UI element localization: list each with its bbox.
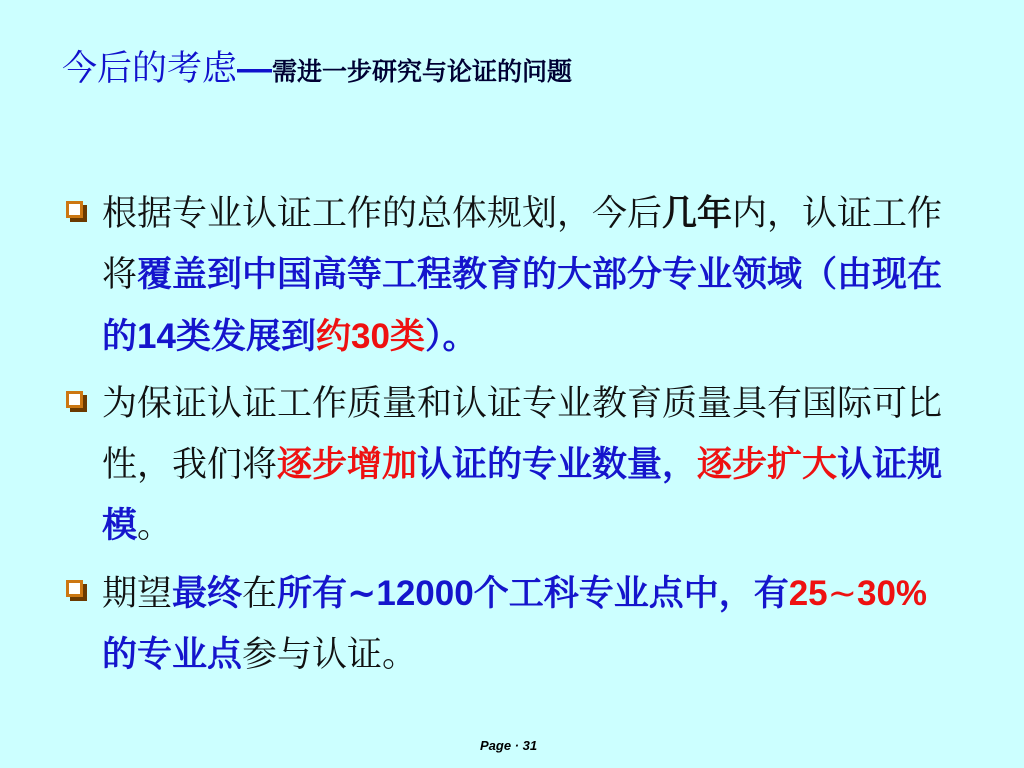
bullet-text: 。 xyxy=(137,506,173,546)
bullet-text: 30 xyxy=(350,317,390,356)
bullet-text: 最终 xyxy=(172,574,243,614)
square-bullet-icon xyxy=(66,580,83,597)
bullet-text: 25 xyxy=(788,574,828,613)
bullet-item-target xyxy=(62,563,962,686)
bullet-item-quality xyxy=(62,374,962,557)
bullet-text: 逐步增加 xyxy=(277,445,418,485)
bullet-text: 的专业点 xyxy=(102,635,243,675)
bullet-text: 14 xyxy=(137,317,176,356)
bullet-text: ）。 xyxy=(424,317,478,357)
bullet-list xyxy=(62,184,962,692)
bullet-text: 为保证认证工作质量和认证专业教育质量具有国际可比性，我们将 xyxy=(102,384,943,485)
bullet-text: 12000 xyxy=(376,574,474,613)
page-number: Page · 31 xyxy=(480,738,538,753)
bullet-text: 类发展到 xyxy=(175,317,316,357)
bullet-text: 所有~ xyxy=(277,574,377,614)
title-subtitle: 需进一步研究与论证的问题 xyxy=(272,57,573,86)
bullet-text: 覆盖到中国高等工程教育的大部分专业领域（由现在的 xyxy=(102,255,943,357)
bullet-text: 30% xyxy=(856,574,928,613)
bullet-text: 约 xyxy=(315,317,351,357)
bullet-item-coverage xyxy=(62,184,962,368)
bullet-text: 认证的专业数量， xyxy=(417,445,698,485)
bullet-text: 认证规模 xyxy=(102,445,943,546)
title-dash: — xyxy=(237,49,273,88)
bullet-text: 逐步扩大 xyxy=(697,445,838,485)
bullet-text: 类 xyxy=(389,317,425,357)
title-main: 今后的考虑 xyxy=(62,49,238,89)
bullet-text: 内，认证工作将 xyxy=(102,194,943,295)
bullet-text: ~ xyxy=(827,574,857,614)
slide-title xyxy=(62,48,572,90)
bullet-text: 几年 xyxy=(662,194,733,234)
bullet-text: 参与认证。 xyxy=(242,635,418,675)
square-bullet-icon xyxy=(66,201,83,218)
bullet-text: 在 xyxy=(242,574,278,614)
bullet-text: 个工科专业点中，有 xyxy=(473,574,789,614)
bullet-text: 根据专业认证工作的总体规划，今后 xyxy=(102,194,663,234)
square-bullet-icon xyxy=(66,391,83,408)
bullet-text: 期望 xyxy=(102,574,173,614)
